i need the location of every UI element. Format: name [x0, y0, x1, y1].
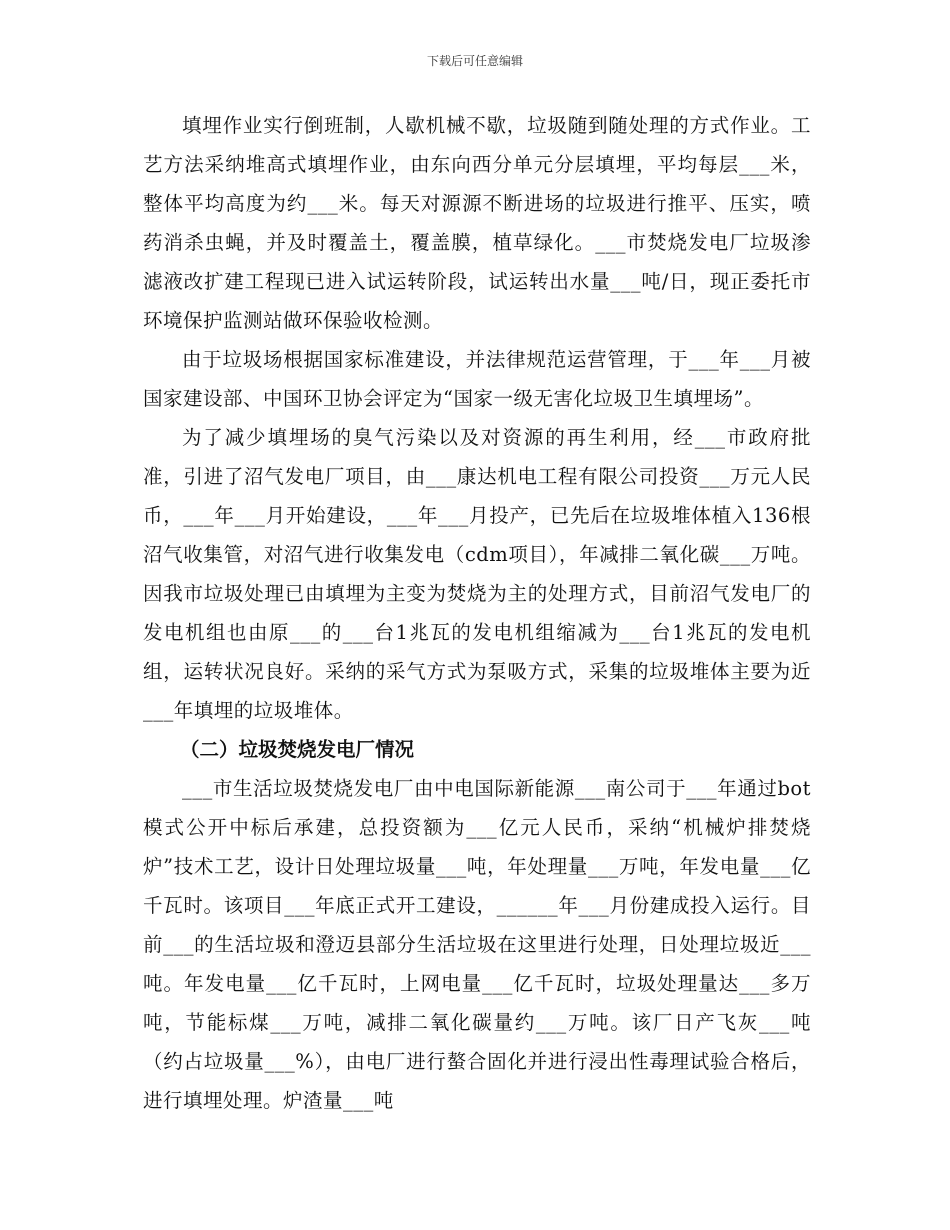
paragraph-landfill-operation: 填埋作业实行倒班制，人歇机械不歇，垃圾随到随处理的方式作业。工艺方法采纳堆高式填埋作业，由东向西分单元分层填埋，平均每层___米，整体平均高度为约___米。每天对源源不断进场的垃圾进行推平、压实，喷药消杀虫蝇，并及时覆盖土，覆盖膜，植草绿化。___市焚烧发电厂垃圾渗滤液改扩建工程现已进入试运转阶段，试运转出水量___吨/日，现正委托市环境保护监测站做环保验收检测。	[143, 114, 811, 332]
paragraph-landfill-rating: 由于垃圾场根据国家标准建设，并法律规范运营管理，于___年___月被国家建设部、中国环卫协会评定为“国家一级无害化垃圾卫生填埋场”。	[143, 348, 811, 410]
paragraph-incineration-plant: ___市生活垃圾焚烧发电厂由中电国际新能源___南公司于___年通过bot模式公开中标后承建，总投资额为___亿元人民币，采纳“机械炉排焚烧炉”技术工艺，设计日处理垃圾量___吨，年处理量___万吨，年发电量___亿千瓦时。该项目___年底正式开工建设，______年___月份建成投入运行。目前___的生活垃圾和澄迈县部分生活垃圾在这里进行处理，日处理垃圾近___吨。年发电量___亿千瓦时，上网电量___亿千瓦时，垃圾处理量达___多万吨，节能标煤___万吨，减排二氧化碳量约___万吨。该厂日产飞灰___吨（约占垃圾量___%），由电厂进行螯合固化并进行浸出性毒理试验合格后，进行填埋处理。炉渣量___吨	[143, 777, 811, 1112]
paragraph-biogas-plant: 为了减少填埋场的臭气污染以及对资源的再生利用，经___市政府批准，引进了沼气发电厂项目，由___康达机电工程有限公司投资___万元人民币，___年___月开始建设，___年___月投产，已先后在垃圾堆体植入136根沼气收集管，对沼气进行收集发电（cdm项目），年减排二氧化碳___万吨。因我市垃圾处理已由填埋为主变为焚烧为主的处理方式，目前沼气发电厂的发电机组也由原___的___台1兆瓦的发电机组缩减为___台1兆瓦的发电机组，运转状况良好。采纳的采气方式为泵吸方式，采集的垃圾堆体主要为近___年填埋的垃圾堆体。	[143, 426, 811, 722]
section-heading-incineration: （二）垃圾焚烧发电厂情况	[180, 738, 415, 761]
page-header: 下载后可任意编辑	[426, 54, 523, 68]
document-body	[143, 106, 811, 1120]
